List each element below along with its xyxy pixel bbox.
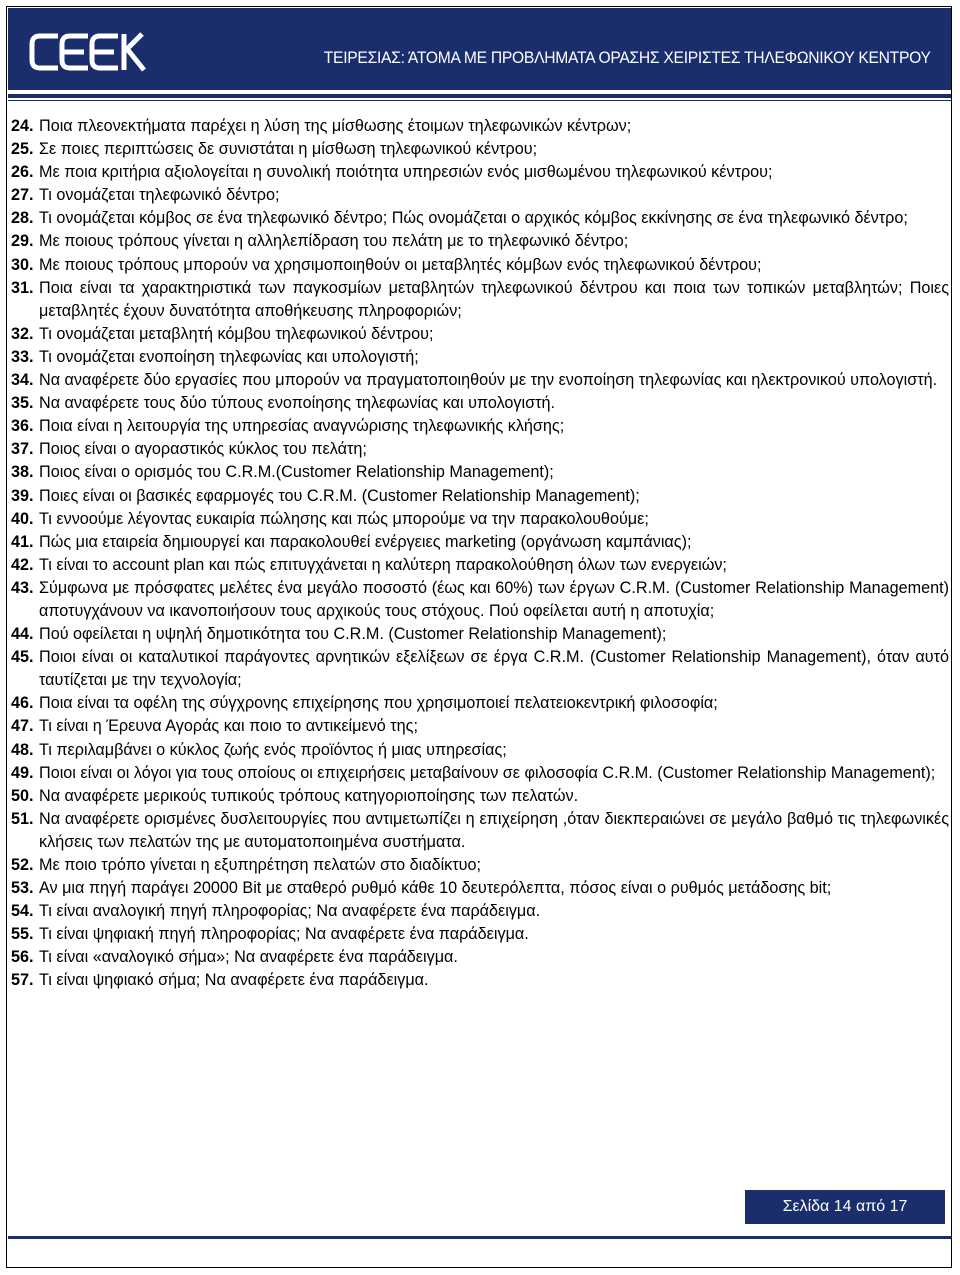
question-text: Να αναφέρετε ορισμένες δυσλειτουργίες που αντιμετωπίζει η επιχείρηση ,όταν διεκπεραιώνει σε μεγάλο βαθμό τις τηλεφωνικές κλήσεις των πελατών της με αυτοματοποιημένα συστήματα. [39,809,949,851]
question-item [11,969,949,992]
question-number: 28. [11,209,34,228]
question-text: Να αναφέρετε τους δύο τύπους ενοποίησης τηλεφωνίας και υπολογιστή. [39,394,555,413]
question-item [11,161,949,184]
footer-divider [8,1236,951,1239]
question-text: Τι ονομάζεται ενοποίηση τηλεφωνίας και υπολογιστή; [39,347,419,366]
header-divider-thin [8,100,951,101]
question-text: Να αναφέρετε δύο εργασίες που μπορούν να πραγματοποιηθούν με την ενοποίηση τηλεφωνίας και ηλεκτρονικού υπολογιστή. [39,371,938,390]
question-text: Με ποια κριτήρια αξιολογείται η συνολική ποιότητα υπηρεσιών ενός μισθωμένου τηλεφωνικού κέντρου; [39,163,773,182]
question-text: Τι είναι ψηφιακό σήμα; Να αναφέρετε ένα παράδειγμα. [39,971,429,990]
question-item [11,138,949,161]
question-item [11,900,949,923]
page-header [8,8,951,90]
question-item [11,715,949,738]
question-item [11,369,949,392]
question-text: Ποιος είναι ο ορισμός του C.R.M.(Customer Relationship Management); [39,463,554,482]
question-item [11,923,949,946]
question-number: 36. [11,417,34,436]
question-item [11,346,949,369]
question-number: 54. [11,902,34,921]
question-text: Ποιοι είναι οι λόγοι για τους οποίους οι επιχειρήσεις μεταβαίνουν σε φιλοσοφία C.R.M. (Customer Relationship Management); [39,763,936,782]
question-text: Τι είναι «αναλογικό σήμα»; Να αναφέρετε ένα παράδειγμα. [39,948,458,967]
question-item [11,392,949,415]
question-text: Πού οφείλεται η υψηλή δημοτικότητα του C.R.M. (Customer Relationship Management); [39,625,667,644]
header-divider [8,94,951,98]
question-number: 55. [11,925,34,944]
question-text: Σε ποιες περιπτώσεις δε συνιστάται η μίσθωση τηλεφωνικού κέντρου; [39,140,538,159]
question-number: 38. [11,463,34,482]
question-number: 24. [11,117,34,135]
question-number: 25. [11,140,34,159]
question-number: 45. [11,648,34,667]
question-item [11,946,949,969]
question-item [11,485,949,508]
question-text: Τι ονομάζεται μεταβλητή κόμβου τηλεφωνικού δέντρου; [39,324,434,343]
question-item [11,808,949,854]
question-item [11,230,949,253]
question-list [11,115,949,993]
question-number: 44. [11,625,34,644]
question-item [11,554,949,577]
question-text: Τι είναι το account plan και πώς επιτυγχάνεται η καλύτερη παρακολούθηση όλων των ενεργειών; [39,555,727,574]
question-item [11,531,949,554]
question-number: 29. [11,232,34,251]
question-number: 40. [11,509,34,528]
question-number: 32. [11,324,34,343]
question-item [11,323,949,346]
question-text: Τι ονομάζεται τηλεφωνικό δέντρο; [39,186,280,205]
question-number: 34. [11,371,34,390]
question-number: 27. [11,186,34,205]
question-number: 53. [11,879,34,898]
question-text: Ποια πλεονεκτήματα παρέχει η λύση της μίσθωσης έτοιμων τηλεφωνικών κέντρων; [39,117,632,135]
question-number: 26. [11,163,34,182]
question-number: 48. [11,740,34,759]
question-item [11,692,949,715]
question-text: Τι εννοούμε λέγοντας ευκαιρία πώλησης και πώς μπορούμε να την παρακολουθούμε; [39,509,649,528]
question-item [11,461,949,484]
question-number: 52. [11,856,34,874]
question-number: 33. [11,347,34,366]
question-item [11,646,949,692]
question-number: 57. [11,971,34,990]
question-text: Αν μια πηγή παράγει 20000 Bit με σταθερό ρυθμό κάθε 10 δευτερόλεπτα, πόσος είναι ο ρυθμός μετάδοσης bit; [39,879,832,898]
question-text: Ποιος είναι ο αγοραστικός κύκλος του πελάτη; [39,440,367,459]
question-text: Τι είναι η Έρευνα Αγοράς και ποιο το αντικείμενό της; [39,717,418,736]
question-item [11,877,949,900]
question-number: 49. [11,763,34,782]
question-text: Να αναφέρετε μερικούς τυπικούς τρόπους κατηγοριοποίησης των πελατών. [39,786,579,805]
question-number: 41. [11,532,34,551]
question-text: Ποια είναι τα οφέλη της σύγχρονης επιχείρησης που χρησιμοποιεί πελατειοκεντρική φιλοσοφία; [39,694,718,713]
question-number: 35. [11,394,34,413]
question-text: Τι περιλαμβάνει ο κύκλος ζωής ενός προϊόντος ή μιας υπηρεσίας; [39,740,507,759]
question-text: Σύμφωνα με πρόσφατες μελέτες ένα μεγάλο ποσοστό (έως και 60%) των έργων C.R.M. (Customer Relationship Management) αποτυγχάνουν να ικανοποιήσουν τους αρχικούς τους στόχους. Πού οφείλεται αυτή η αποτυχία; [39,578,949,620]
question-item [11,739,949,762]
question-item [11,415,949,438]
question-text: Τι είναι ψηφιακή πηγή πληροφορίας; Να αναφέρετε ένα παράδειγμα. [39,925,529,944]
question-number: 47. [11,717,34,736]
question-text: Τι είναι αναλογική πηγή πληροφορίας; Να αναφέρετε ένα παράδειγμα. [39,902,541,921]
question-text: Ποια είναι η λειτουργία της υπηρεσίας αναγνώρισης τηλεφωνικής κλήσης; [39,417,565,436]
question-number: 37. [11,440,34,459]
question-number: 30. [11,255,34,274]
question-item [11,115,949,138]
question-number: 39. [11,486,34,505]
question-item [11,577,949,623]
question-text: Με ποιους τρόπους γίνεται η αλληλεπίδραση του πελάτη με το τηλεφωνικό δέντρο; [39,232,629,251]
ceek-logo-icon [28,28,148,76]
question-text: Τι ονομάζεται κόμβος σε ένα τηλεφωνικό δέντρο; Πώς ονομάζεται ο αρχικός κόμβος εκκίνησης σε ένα τηλεφωνικό δέντρο; [39,209,908,228]
question-item [11,207,949,230]
question-number: 56. [11,948,34,967]
question-item [11,277,949,323]
question-item [11,762,949,785]
question-number: 42. [11,555,34,574]
question-number: 51. [11,809,34,828]
question-number: 43. [11,578,34,597]
question-number: 50. [11,786,34,805]
question-item [11,254,949,277]
question-item [11,184,949,207]
question-text: Ποια είναι τα χαρακτηριστικά των παγκοσμίων μεταβλητών τηλεφωνικού δέντρου και ποια των τοπικών μεταβλητών; Ποιες μεταβλητές έχουν δυνατότητα αποθήκευσης πληροφοριών; [39,278,949,320]
question-text: Με ποιους τρόπους μπορούν να χρησιμοποιηθούν οι μεταβλητές κόμβων ενός τηλεφωνικού δέντρου; [39,255,762,274]
page-number: Σελίδα 14 από 17 [745,1190,945,1224]
question-item [11,508,949,531]
question-item [11,623,949,646]
question-text: Ποιοι είναι οι καταλυτικοί παράγοντες αρνητικών εξελίξεων σε έργα C.R.M. (Customer Relationship Management), όταν αυτό ταυτίζεται με την τεχνολογία; [39,648,949,690]
question-text: Πώς μια εταιρεία δημιουργεί και παρακολουθεί ενέργειες marketing (οργάνωση καμπάνιας); [39,532,692,551]
question-item [11,785,949,808]
document-title: ΤΕΙΡΕΣΙΑΣ: ΆΤΟΜΑ ΜΕ ΠΡΟΒΛΗΜΑΤΑ ΟΡΑΣΗΣ ΧΕΙΡΙΣΤΕΣ ΤΗΛΕΦΩΝΙΚΟΥ ΚΕΝΤΡΟΥ [324,48,931,67]
question-item [11,438,949,461]
question-text: Ποιες είναι οι βασικές εφαρμογές του C.R.M. (Customer Relationship Management); [39,486,640,505]
question-number: 31. [11,278,34,297]
question-item [11,854,949,877]
question-number: 46. [11,694,34,713]
question-text: Με ποιο τρόπο γίνεται η εξυπηρέτηση πελατών στο διαδίκτυο; [39,856,482,874]
